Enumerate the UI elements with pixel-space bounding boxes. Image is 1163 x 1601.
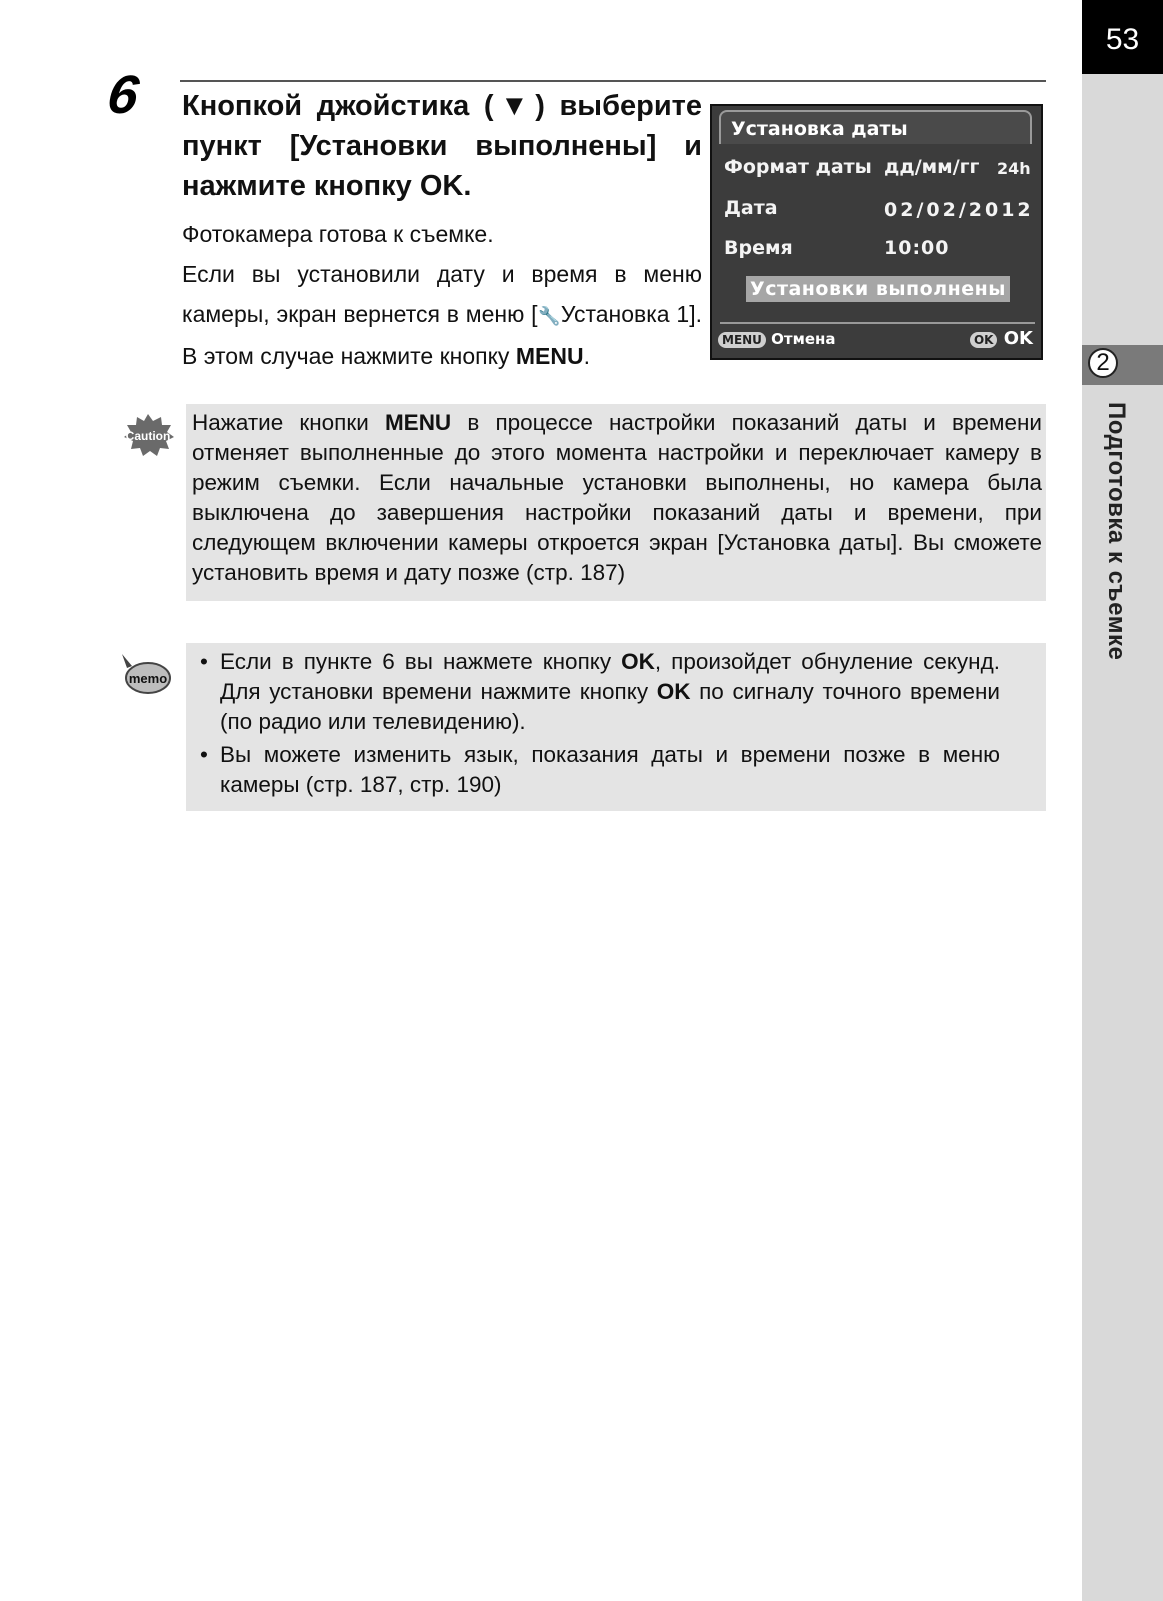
lcd-row-value: 02/02/2012 [884, 199, 1034, 221]
lcd-tab [719, 110, 1032, 144]
menu-key-label: MENU [384, 410, 452, 435]
memo-text-part: , произойдет обнуление секунд. Для установки времени нажмите кнопку [220, 649, 1000, 704]
lcd-divider [720, 322, 1035, 324]
lcd-ok-label: OK [1003, 328, 1033, 349]
step-body-line1: Фотокамера готова к съемке. [182, 221, 494, 247]
step-body [182, 214, 702, 376]
step-number: 6 [103, 65, 143, 125]
memo-icon-label: memo [128, 671, 168, 686]
camera-date-setting-screen [710, 104, 1043, 360]
caution-text-part: в процессе настройки показаний даты и времени отменяет выполненные до этого момента настройки и переключает камеру в режим съемки. Если начальные установки выполнены, но камера была выключена до завершения настройки показаний даты и времени, при следующем включении камеры откроется экран [Установка даты]. Вы сможете установить время и дату позже (стр. 187) [192, 410, 1042, 585]
chapter-title: Подготовка к съемке [1103, 402, 1130, 661]
lcd-row-label: Формат даты [724, 156, 872, 178]
ok-key-icon: OK [970, 332, 998, 348]
memo-box [186, 643, 1046, 811]
page-number: 53 [1082, 0, 1163, 74]
step-title: Кнопкой джойстика (▼) выберите пункт [Установки выполнены] и нажмите кнопку OK. [182, 90, 702, 202]
chapter-side-strip [1082, 0, 1163, 1601]
memo-text-part: по сигналу точного времени (по радио или телевидению). [220, 679, 1000, 734]
step-body-text: . [583, 343, 590, 369]
caution-icon-label: Caution [125, 429, 171, 443]
ok-key-label: OK [621, 649, 655, 674]
ok-key-label: OK [656, 679, 691, 704]
settings-done-button: Установки выполнены [746, 276, 1010, 302]
lcd-row-value: дд/мм/гг [884, 156, 980, 178]
lcd-tab-label: Установка даты [731, 118, 908, 140]
caution-text [192, 408, 1042, 588]
chapter-number: 2 [1088, 348, 1118, 378]
step-body-text: Установка 1]. В этом случае нажмите кнопку [182, 301, 702, 369]
caution-icon [120, 412, 176, 458]
caution-box [186, 404, 1046, 601]
lcd-row-label: Дата [724, 197, 778, 219]
memo-text-part: Если в пункте 6 вы нажмете кнопку [220, 649, 622, 674]
lcd-row-value: 10:00 [884, 237, 950, 259]
step-body-line2 [182, 254, 702, 376]
list-item: • Вы можете изменить язык, показания даты и времени позже в меню камеры (стр. 187, стр. 190) [200, 740, 1000, 800]
caution-text-part: Нажатие кнопки [192, 410, 385, 435]
wrench-icon: 🔧 [537, 306, 561, 326]
lcd-row-extra: 24h [997, 159, 1031, 178]
lcd-footer-ok [970, 328, 1033, 349]
memo-icon [118, 650, 174, 696]
lcd-cancel-label: Отмена [771, 330, 836, 348]
list-item [200, 647, 1000, 737]
menu-key-label: MENU [515, 343, 584, 369]
memo-list [200, 647, 1000, 803]
step-body-text: Если вы установили дату и время в меню камеры, экран вернется в меню [ [182, 261, 702, 327]
step-divider [180, 80, 1046, 82]
menu-key-icon: MENU [718, 332, 766, 348]
lcd-row-label: Время [724, 237, 793, 259]
lcd-footer-cancel [718, 330, 836, 348]
